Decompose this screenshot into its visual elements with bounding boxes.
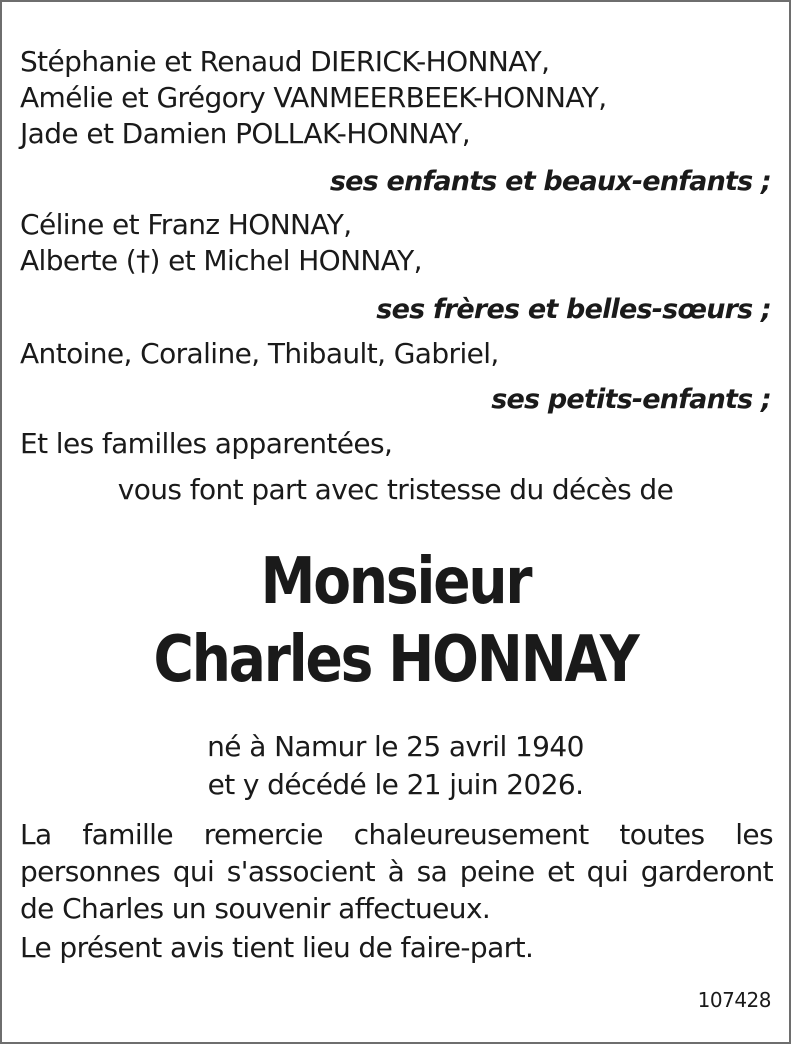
intro-line: vous font part avec tristesse du décès de (117, 473, 674, 506)
family-line-2: Amélie et Grégory VANMEERBEEK-HONNAY, (20, 81, 607, 114)
birth-line: né à Namur le 25 avril 1940 (207, 730, 584, 763)
reference-number: 107428 (697, 988, 771, 1012)
families-line: Et les familles apparentées, (20, 427, 393, 460)
death-line: et y décédé le 21 juin 2026. (207, 768, 584, 801)
thanks-paragraph: La famille remercie chaleureusement toutes les personnes qui s'associent à sa peine et qui garderont de Charles un souvenir affectueux. (20, 818, 773, 925)
deceased-title: Monsieur (260, 545, 531, 619)
grandchildren-label: ses petits-enfants ; (491, 384, 771, 415)
family-line-3: Jade et Damien POLLAK-HONNAY, (20, 117, 471, 150)
notice-line: Le présent avis tient lieu de faire-part. (20, 931, 534, 964)
family-line-1: Stéphanie et Renaud DIERICK-HONNAY, (20, 45, 550, 78)
children-label: ses enfants et beaux-enfants ; (329, 166, 771, 197)
sibling-line-1: Céline et Franz HONNAY, (20, 208, 352, 241)
deceased-name: Charles HONNAY (153, 623, 638, 697)
sibling-line-2: Alberte (†) et Michel HONNAY, (20, 244, 422, 277)
siblings-label: ses frères et belles-sœurs ; (376, 294, 771, 325)
grandchildren-line: Antoine, Coraline, Thibault, Gabriel, (20, 337, 499, 370)
